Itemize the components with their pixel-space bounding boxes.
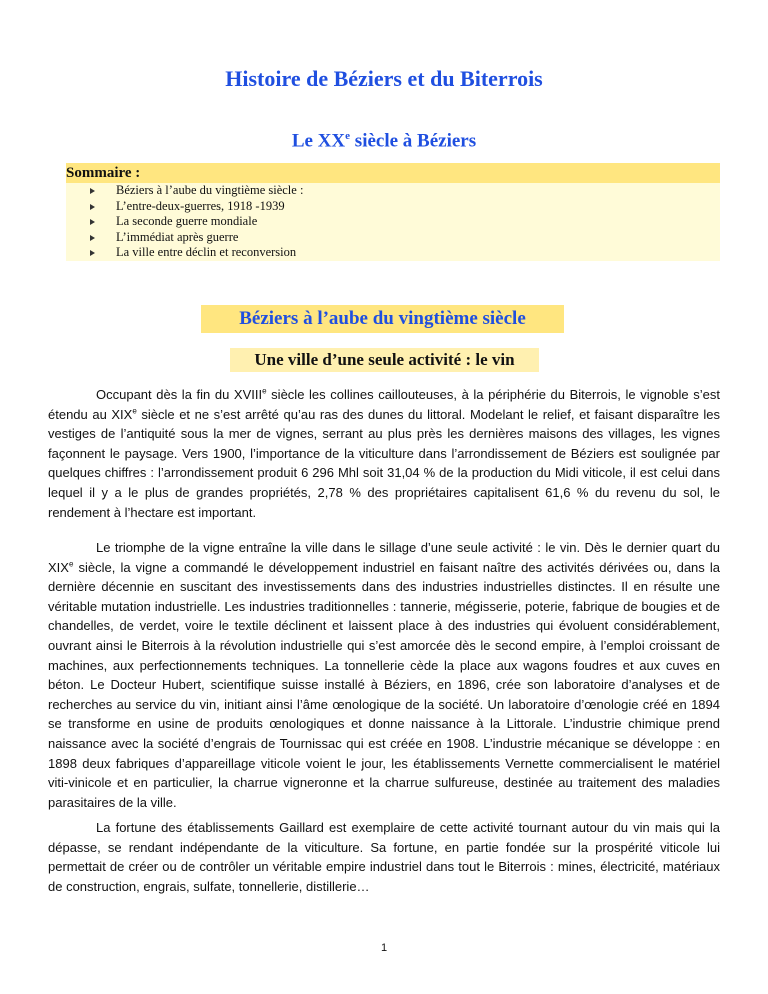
body-paragraph bbox=[48, 538, 720, 812]
toc-item[interactable] bbox=[66, 245, 720, 261]
toc-item-label: La seconde guerre mondiale bbox=[116, 214, 258, 229]
section-heading: Béziers à l’aube du vingtième siècle bbox=[201, 305, 564, 333]
paragraph-text: Occupant dès la fin du XVIII bbox=[96, 387, 263, 402]
toc-item-label: L’entre-deux-guerres, 1918 -1939 bbox=[116, 198, 285, 213]
superscript: e bbox=[132, 406, 137, 416]
subtitle-prefix: Le XX bbox=[291, 130, 346, 152]
toc-item[interactable] bbox=[66, 230, 720, 246]
page-subtitle bbox=[0, 130, 768, 152]
body-paragraph bbox=[48, 385, 720, 522]
paragraph-text: siècle et ne s’est arrêté qu’au ras des dunes du littoral. Modelant le relief, et faisant disparaître les vestiges de l’antiquité sous la mer de vignes, serrant au plus près les dernières maisons des villages, les vignes façonnent le paysage. Vers 1900, l’importance de la viticulture dans l’arrondissement de Béziers est soulignée par quelques chiffres : l’arrondissement produit 6 296 Mhl soit 31,04 % de la production du Midi viticole, il est celui dans lequel il y a le plus de grandes propriétés, 2,78 % des propriétaires capitalisent 61,6 % du revenu du sol, le rendement à l’hectare est important. bbox=[48, 406, 720, 520]
page-number: 1 bbox=[380, 942, 388, 954]
bullet-triangle-icon bbox=[90, 188, 95, 194]
bullet-triangle-icon bbox=[90, 204, 95, 210]
page-title: Histoire de Béziers et du Biterrois bbox=[225, 66, 543, 91]
table-of-contents bbox=[66, 183, 720, 261]
subtitle-suffix: siècle à Béziers bbox=[350, 130, 477, 152]
toc-item-label: L’immédiat après guerre bbox=[116, 229, 239, 244]
paragraph-text: La fortune des établissements Gaillard est exemplaire de cette activité tournant autour du vin mais qui la dépasse, se rendant indépendante de la viticulture. Sa fortune, en partie fondée sur la prospérité viticole lui permettait de créer ou de contrôler un véritable empire industriel dans tout le Biterrois : mines, électricité, matériaux de construction, engrais, sulfate, tonnellerie, distillerie… bbox=[48, 820, 720, 894]
toc-item[interactable] bbox=[66, 199, 720, 215]
toc-heading: Sommaire : bbox=[66, 163, 720, 183]
superscript: e bbox=[262, 386, 267, 396]
toc-item[interactable] bbox=[66, 214, 720, 230]
body-paragraph bbox=[48, 818, 720, 896]
paragraph-text: siècle, la vigne a commandé le développement industriel en faisant naître des activités dérivées ou, dans la dernière décennie en suscitant des investissements dans des industries industrielles distinctes. Il en résulte une véritable mutation industrielle. Les industries traditionnelles : tannerie, mégisserie, poterie, fabrique de bougies et de chandelles, de verdet, voire le textile déclinent et laissent place à des industries qui évoluent considérablement, ouvrant ainsi le Biterrois à la révolution industrielle qui s’est amorcée dès le second empire, à l’emploi croissant de machines, aux perfectionnements techniques. La tonnellerie cède la place aux wagons foudres et aux cuves en béton. Le Docteur Hubert, scientifique suisse installé à Béziers, en 1896, crée son laboratoire d’analyses et de recherches au service du vin, initiant ainsi l’âme œnologique de la société. Un laboratoire d’œnologie créé en 1894 se transforme en usine de produits œnologiques et donne naissance à la Littorale. L’industrie chimique prend naissance avec la société d’engrais de Tournissac qui est créée en 1908. L’industrie mécanique se développe : en 1898 deux fabriques d’appareillage viticole voient le jour, les établissements Vernette commercialisent le matériel viti-vinicole et en particulier, la charrue vigneronne et la charrue sulfureuse, destinée au traitement des maladies parasitaires de la ville. bbox=[48, 559, 720, 810]
toc-list bbox=[66, 183, 720, 261]
toc-item-label: Béziers à l’aube du vingtième siècle : bbox=[116, 183, 304, 197]
bullet-triangle-icon bbox=[90, 219, 95, 225]
toc-item[interactable] bbox=[66, 183, 720, 199]
bullet-triangle-icon bbox=[90, 250, 95, 256]
paragraph-text: Le triomphe de la vigne entraîne la ville dans le sillage d’une seule activité : le vin. Dès le dernier quart du XIX bbox=[48, 540, 720, 575]
superscript: e bbox=[68, 559, 74, 569]
bullet-triangle-icon bbox=[90, 235, 95, 241]
subtitle-superscript: e bbox=[345, 130, 351, 142]
toc-item-label: La ville entre déclin et reconversion bbox=[116, 245, 297, 260]
subsection-heading: Une ville d’une seule activité : le vin bbox=[230, 348, 539, 372]
paragraph-text: siècle les collines caillouteuses, à la périphérie du Biterrois, le vignoble s’est étendu au XIX bbox=[48, 387, 720, 422]
